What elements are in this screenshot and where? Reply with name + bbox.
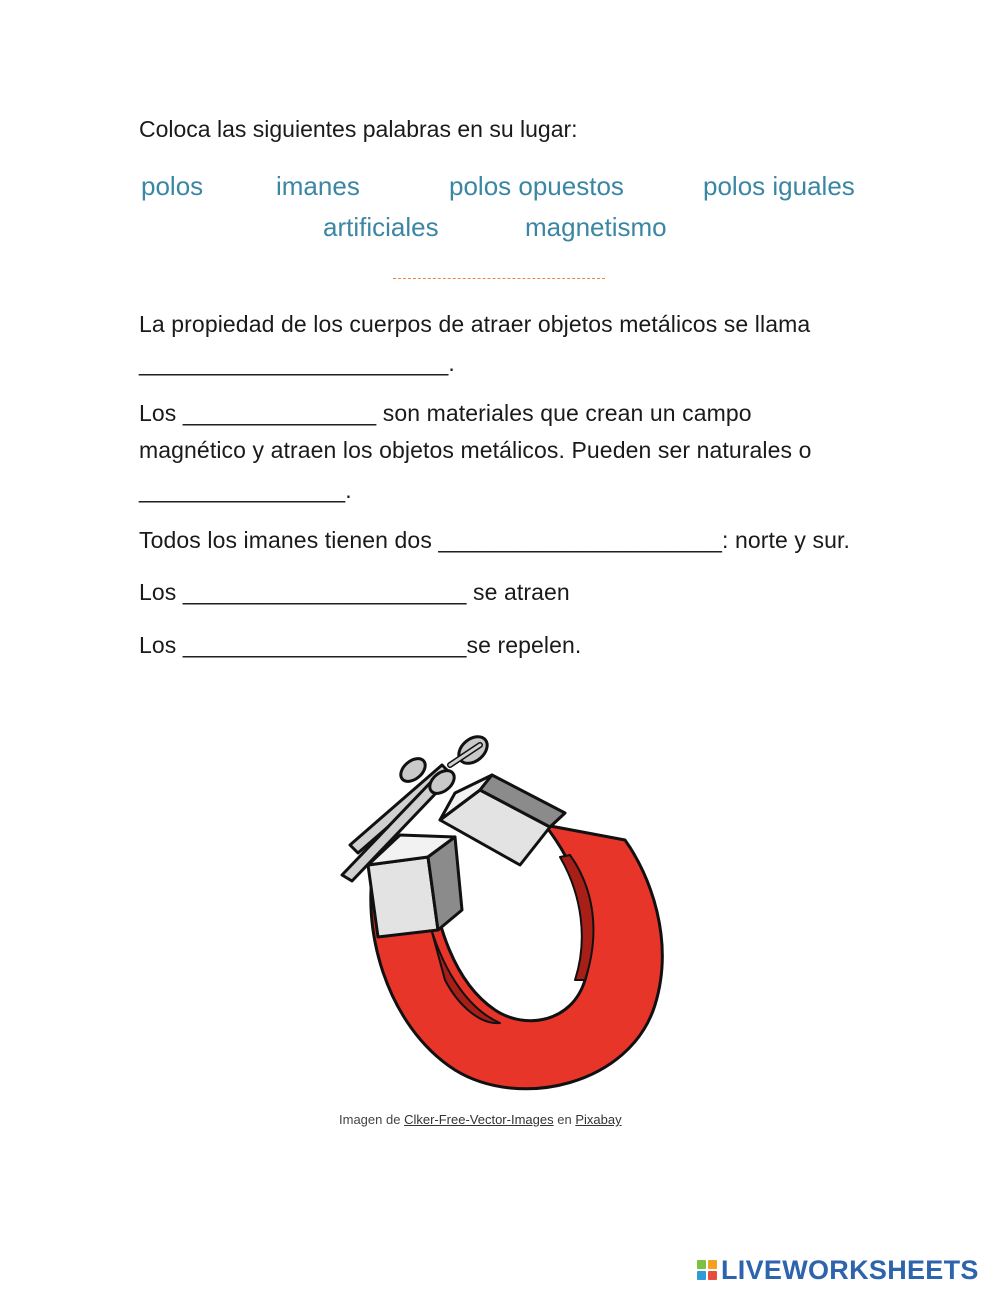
sentence-line: Los ______________________ se atraen [139,579,570,605]
word-bank-item: polos opuestos [449,171,624,201]
credit-prefix: Imagen de [339,1112,401,1127]
horseshoe-magnet-with-nails-icon [330,725,670,1100]
liveworksheets-logo [697,1254,979,1286]
sentence-line: Todos los imanes tienen dos ______________________: norte y sur. [139,527,850,553]
sentence-blank-line: ________________________. [139,350,455,376]
sentence-line: Los ______________________se repelen. [139,632,582,658]
logo-block [708,1260,717,1269]
dashed-divider [393,278,605,279]
word-bank-item: magnetismo [525,212,667,242]
sentence-blank-line: ________________. [139,477,352,503]
word-bank-item: artificiales [323,212,439,242]
word-bank-item: imanes [276,171,360,201]
logo-block [697,1260,706,1269]
instruction-text: Coloca las siguientes palabras en su lugar: [139,116,578,142]
credit-middle: en [557,1112,572,1127]
sentence-line: La propiedad de los cuerpos de atraer objetos metálicos se llama [139,311,811,337]
credit-author-link[interactable]: Clker-Free-Vector-Images [404,1112,554,1127]
sentence-line: Los _______________ son materiales que crean un campo [139,400,752,426]
image-credit [339,1112,622,1127]
logo-block [708,1271,717,1280]
logo-block [697,1271,706,1280]
credit-site-link[interactable]: Pixabay [575,1112,622,1127]
sentence-line: magnético y atraen los objetos metálicos. Pueden ser naturales o [139,437,812,463]
word-bank-item: polos [141,171,204,201]
logo-blocks-icon [697,1260,717,1280]
brand-text: LIVEWORKSHEETS [721,1254,979,1285]
word-bank-item: polos iguales [703,171,855,201]
